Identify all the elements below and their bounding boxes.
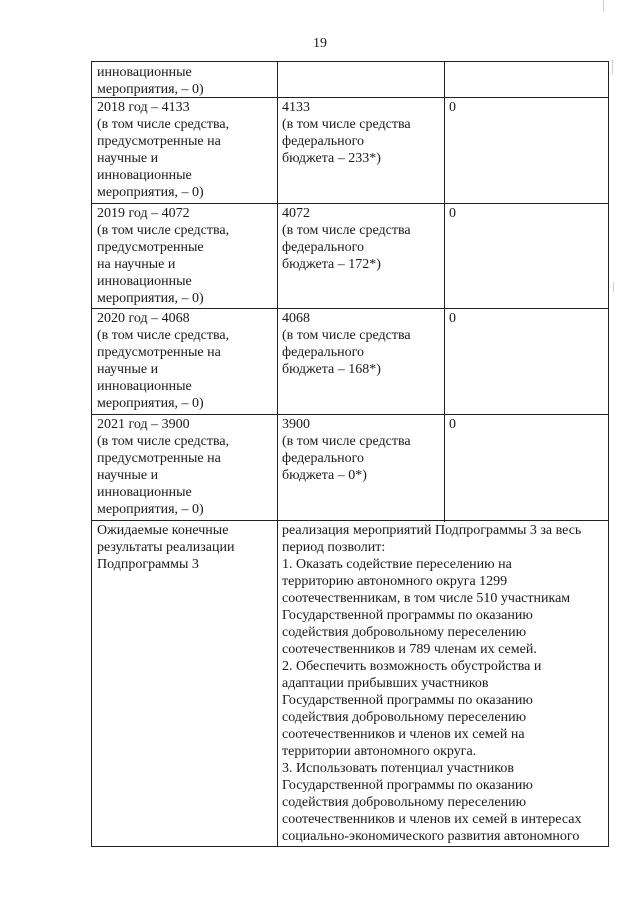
other-sources-cell: 0 xyxy=(449,100,456,115)
column-divider xyxy=(277,62,278,846)
year-total-cell: 2018 год – 4133 (в том числе средства, предусмотренные на научные и инновационные мероприятия, – 0) xyxy=(97,100,230,200)
other-sources-cell: 0 xyxy=(449,206,456,221)
federal-budget-cell: 4133 (в том числе средства федерального бюджета – 233*) xyxy=(282,100,411,166)
row-divider xyxy=(92,414,608,415)
federal-budget-cell: 3900 (в том числе средства федерального бюджета – 0*) xyxy=(282,417,411,483)
budget-table xyxy=(91,61,609,847)
column-divider xyxy=(444,62,445,522)
year-total-cell: 2021 год – 3900 (в том числе средства, предусмотренные на научные и инновационные мероприятия, – 0) xyxy=(97,417,230,517)
fragment-cell: инновационные мероприятия, – 0) xyxy=(97,65,204,97)
scan-artifact xyxy=(603,0,604,12)
year-total-cell: 2020 год – 4068 (в том числе средства, предусмотренные на научные и инновационные мероприятия, – 0) xyxy=(97,311,230,411)
other-sources-cell: 0 xyxy=(449,311,456,326)
page-number: 19 xyxy=(313,36,327,51)
year-total-cell: 2019 год – 4072 (в том числе средства, предусмотренные на научные и инновационные мероприятия, – 0) xyxy=(97,206,230,306)
federal-budget-cell: 4072 (в том числе средства федерального бюджета – 172*) xyxy=(282,206,411,272)
other-sources-cell: 0 xyxy=(449,417,456,432)
federal-budget-cell: 4068 (в том числе средства федерального бюджета – 168*) xyxy=(282,311,411,377)
results-label: Ожидаемые конечные результаты реализации Подпрограммы 3 xyxy=(97,523,235,572)
row-divider xyxy=(92,308,608,309)
scan-artifact xyxy=(613,282,614,292)
scan-artifact xyxy=(612,60,613,74)
row-divider xyxy=(92,520,608,521)
results-text: реализация мероприятий Подпрограммы 3 за весь период позволит: 1. Оказать содействие переселению на территорию автономного округа 1299 соотечественникам, в том числе 510 участникам Государственной программы по оказанию содействия добровольному переселению соотечественников и 789 членам их семей. 2. Обеспечить возможность обустройства и адаптации прибывших участников Государственной программы по оказанию содействия добровольному переселению соотечественников и членов их семей на территории автономного округа. 3. Использовать потенциал участников Государственной программы по оказанию содействия добровольному переселению соотечественников и членов их семей в интересах социально-экономического развития автономного xyxy=(282,523,582,844)
row-divider xyxy=(92,203,608,204)
